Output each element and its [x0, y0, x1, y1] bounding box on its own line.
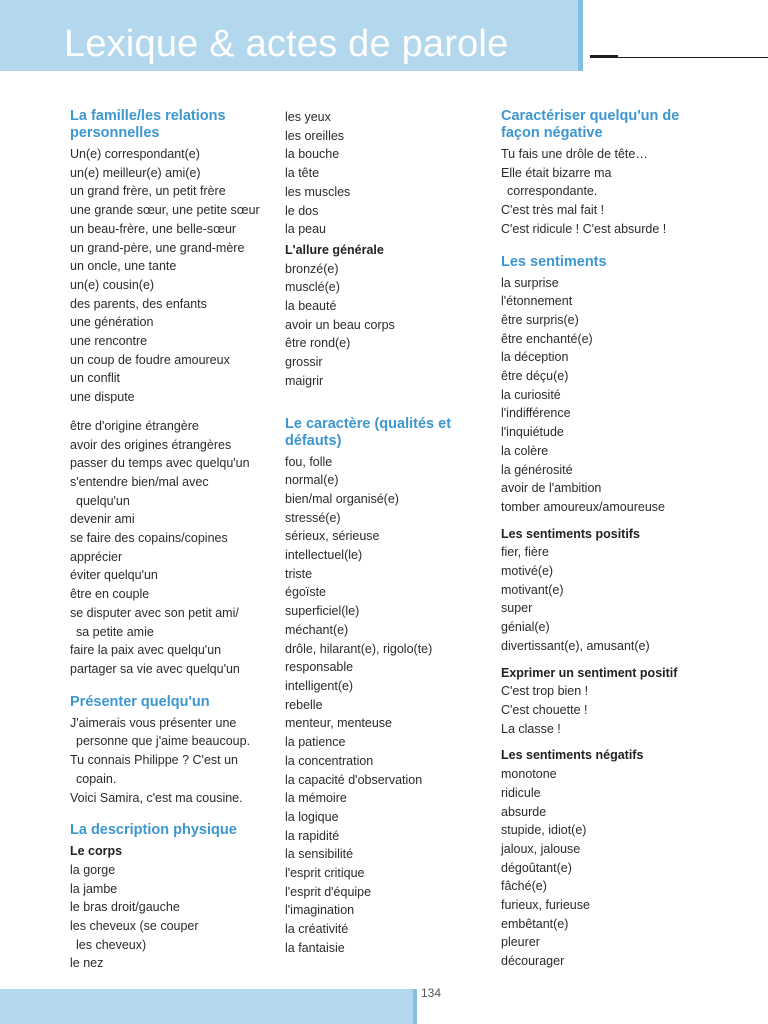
section-title-line: Caractériser quelqu'un de [501, 108, 680, 124]
vocab-item: décourager [501, 954, 565, 969]
vocab-item: fâché(e) [501, 879, 547, 894]
list-positifs [501, 543, 711, 655]
vocab-item: bronzé(e) [285, 261, 339, 276]
footer-band [0, 989, 413, 1024]
vocab-item: Tu connais Philippe ? C'est un [70, 753, 238, 768]
vocab-item: la patience [285, 735, 346, 750]
column-1 [70, 108, 270, 973]
section-title-description: La description physique [70, 822, 237, 839]
vocab-item: Tu fais une drôle de tête… [501, 147, 648, 161]
page-title: Lexique & actes de parole [64, 23, 509, 65]
vocab-item: le bras droit/gauche [70, 900, 180, 915]
vocab-item: passer du temps avec quelqu'un [70, 456, 250, 471]
vocab-item: Un(e) correspondant(e) [70, 147, 200, 161]
vocab-item-continuation: personne que j'aime beaucoup. [76, 734, 251, 749]
vocab-item: divertissant(e), amusant(e) [501, 638, 650, 653]
vocab-item: la logique [285, 809, 339, 824]
section-title-negatif [501, 108, 711, 142]
section-title-line: La famille/les relations [70, 108, 226, 124]
vocab-item: triste [285, 566, 313, 581]
vocab-item: l'indifférence [501, 406, 571, 421]
vocab-item: la peau [285, 222, 327, 237]
section-title-line: personnelles [70, 125, 160, 141]
vocab-item: égoïste [285, 585, 327, 600]
section-title-sentiments: Les sentiments [501, 253, 607, 270]
page-number: 134 [421, 986, 442, 1000]
vocab-item: la fantaisie [285, 940, 345, 955]
section-title-line: défauts) [285, 432, 342, 449]
section-title-line: façon négative [501, 125, 603, 141]
vocab-item: menteur, menteuse [285, 716, 393, 731]
vocab-item: intelligent(e) [285, 678, 354, 693]
vocab-item: être d'origine étrangère [70, 418, 199, 433]
vocab-item: s'entendre bien/mal avec [70, 474, 209, 489]
vocab-item: La classe ! [501, 721, 561, 736]
vocab-item: être enchanté(e) [501, 331, 593, 346]
list-corps-suite [285, 108, 485, 239]
vocab-item: avoir de l'ambition [501, 481, 602, 496]
vocab-item-continuation: sa petite amie [76, 624, 154, 639]
vocab-item: la gorge [70, 862, 116, 877]
vocab-item: un conflit [70, 371, 121, 386]
vocab-item: la jambe [70, 881, 118, 896]
vocab-item: éviter quelqu'un [70, 568, 158, 583]
section-title-caractere [285, 416, 485, 450]
footer-band-edge [413, 989, 417, 1024]
vocab-item: C'est chouette ! [501, 702, 588, 717]
vocab-item-continuation: les cheveux) [76, 937, 147, 952]
vocab-item: drôle, hilarant(e), rigolo(te) [285, 641, 433, 656]
vocab-item: la créativité [285, 922, 349, 937]
vocab-item: l'esprit critique [285, 866, 365, 881]
vocab-item: monotone [501, 767, 557, 782]
vocab-item: génial(e) [501, 620, 550, 635]
vocab-item: être en couple [70, 587, 150, 602]
vocab-item: avoir des origines étrangères [70, 437, 232, 452]
vocab-item: fier, fière [501, 545, 549, 560]
vocab-item: le nez [70, 956, 104, 971]
vocab-item: se disputer avec son petit ami/ [70, 605, 239, 620]
vocab-item: avoir un beau corps [285, 317, 395, 332]
vocab-item: bien/mal organisé(e) [285, 491, 399, 506]
vocab-item: être surpris(e) [501, 312, 579, 327]
vocab-item: la rapidité [285, 828, 340, 843]
column-3 [501, 108, 711, 971]
vocab-item: la capacité d'observation [285, 772, 423, 787]
vocab-item: la mémoire [285, 791, 347, 806]
vocab-item: normal(e) [285, 473, 339, 488]
vocab-item: l'imagination [285, 903, 355, 918]
list-negatif [501, 145, 711, 239]
subhead-negatifs: Les sentiments négatifs [501, 748, 644, 763]
vocab-item: partager sa vie avec quelqu'un [70, 661, 240, 676]
vocab-item: super [501, 601, 533, 616]
subhead-allure: L'allure générale [285, 242, 384, 257]
list-famille [70, 145, 270, 407]
vocab-item: pleurer [501, 935, 540, 950]
vocab-item-continuation: quelqu'un [76, 493, 130, 508]
vocab-item: musclé(e) [285, 280, 340, 295]
vocab-item: la colère [501, 443, 549, 458]
vocab-item: l'esprit d'équipe [285, 884, 372, 899]
vocab-item: la tête [285, 166, 320, 181]
section-title-famille [70, 108, 270, 142]
section-title-line: Le caractère (qualités et [285, 415, 452, 432]
vocab-item: tomber amoureux/amoureuse [501, 499, 665, 514]
vocab-item: Voici Samira, c'est ma cousine. [70, 790, 243, 805]
vocab-item: embêtant(e) [501, 916, 569, 931]
vocab-item: devenir ami [70, 512, 135, 527]
vocab-item: motivant(e) [501, 582, 564, 597]
vocab-item-continuation: copain. [76, 771, 117, 786]
vocab-item: intellectuel(le) [285, 548, 363, 563]
vocab-item: la curiosité [501, 387, 561, 402]
vocab-item: dégoûtant(e) [501, 860, 572, 875]
vocab-item: les muscles [285, 184, 351, 199]
vocab-item-continuation: correspondante. [507, 184, 598, 199]
list-sentiments [501, 274, 711, 517]
vocab-item: responsable [285, 660, 354, 675]
list-presenter [70, 714, 270, 808]
vocab-item: la surprise [501, 275, 559, 290]
column-2 [285, 108, 485, 958]
vocab-item: J'aimerais vous présenter une [70, 715, 237, 730]
vocab-item: C'est trop bien ! [501, 684, 589, 699]
vocab-item: un grand-père, une grand-mère [70, 240, 245, 255]
vocab-item: faire la paix avec quelqu'un [70, 643, 222, 658]
vocab-item: un oncle, une tante [70, 259, 177, 274]
vocab-item: apprécier [70, 549, 123, 564]
vocab-item: la beauté [285, 299, 337, 314]
vocab-item: maigrir [285, 373, 324, 388]
vocab-item: un(e) cousin(e) [70, 277, 155, 292]
vocab-item: C'est très mal fait ! [501, 203, 605, 218]
header-band-edge [578, 0, 583, 71]
vocab-item: être rond(e) [285, 336, 351, 351]
vocab-item: une rencontre [70, 334, 148, 349]
vocab-item: le dos [285, 203, 319, 218]
vocab-item: la concentration [285, 753, 374, 768]
vocab-item: l'inquiétude [501, 425, 564, 440]
vocab-item: absurde [501, 804, 547, 819]
subhead-positifs: Les sentiments positifs [501, 526, 640, 541]
vocab-item: être déçu(e) [501, 369, 569, 384]
vocab-item: une dispute [70, 390, 135, 405]
vocab-item: une génération [70, 315, 154, 330]
vocab-item: se faire des copains/copines [70, 531, 228, 546]
vocab-item: une grande sœur, une petite sœur [70, 203, 260, 218]
vocab-item: un coup de foudre amoureux [70, 352, 230, 367]
section-title-presenter: Présenter quelqu'un [70, 693, 210, 710]
vocab-item: l'étonnement [501, 294, 573, 309]
vocab-item: un(e) meilleur(e) ami(e) [70, 165, 201, 180]
list-caractere [285, 453, 485, 958]
subhead-exprimer: Exprimer un sentiment positif [501, 665, 678, 680]
vocab-item: grossir [285, 355, 323, 370]
vocab-item: les cheveux (se couper [70, 919, 199, 934]
vocab-item: des parents, des enfants [70, 296, 207, 311]
vocab-item: C'est ridicule ! C'est absurde ! [501, 221, 667, 236]
vocab-item: sérieux, sérieuse [285, 529, 380, 544]
vocab-item: la sensibilité [285, 847, 354, 862]
vocab-item: furieux, furieuse [501, 898, 590, 913]
header-rule [618, 57, 768, 58]
vocab-item: méchant(e) [285, 622, 349, 637]
vocab-item: un beau-frère, une belle-sœur [70, 221, 237, 236]
vocab-item: Elle était bizarre ma [501, 165, 612, 180]
vocab-item: la générosité [501, 462, 573, 477]
vocab-item: rebelle [285, 697, 323, 712]
list-exprimer [501, 682, 711, 738]
list-allure [285, 260, 485, 391]
list-negatifs [501, 765, 711, 971]
vocab-item: fou, folle [285, 454, 333, 469]
list-relations [70, 417, 270, 679]
vocab-item: les oreilles [285, 128, 345, 143]
vocab-item: stressé(e) [285, 510, 341, 525]
vocab-item: superficiel(le) [285, 604, 360, 619]
vocab-item: la déception [501, 350, 569, 365]
vocab-item: jaloux, jalouse [501, 841, 581, 856]
vocab-item: la bouche [285, 147, 340, 162]
header-rule-thick [590, 55, 618, 58]
vocab-item: motivé(e) [501, 564, 554, 579]
vocab-item: stupide, idiot(e) [501, 823, 587, 838]
subhead-corps: Le corps [70, 844, 123, 859]
vocab-item: ridicule [501, 785, 541, 800]
list-corps [70, 861, 270, 973]
vocab-item: un grand frère, un petit frère [70, 184, 226, 199]
vocab-item: les yeux [285, 110, 331, 124]
